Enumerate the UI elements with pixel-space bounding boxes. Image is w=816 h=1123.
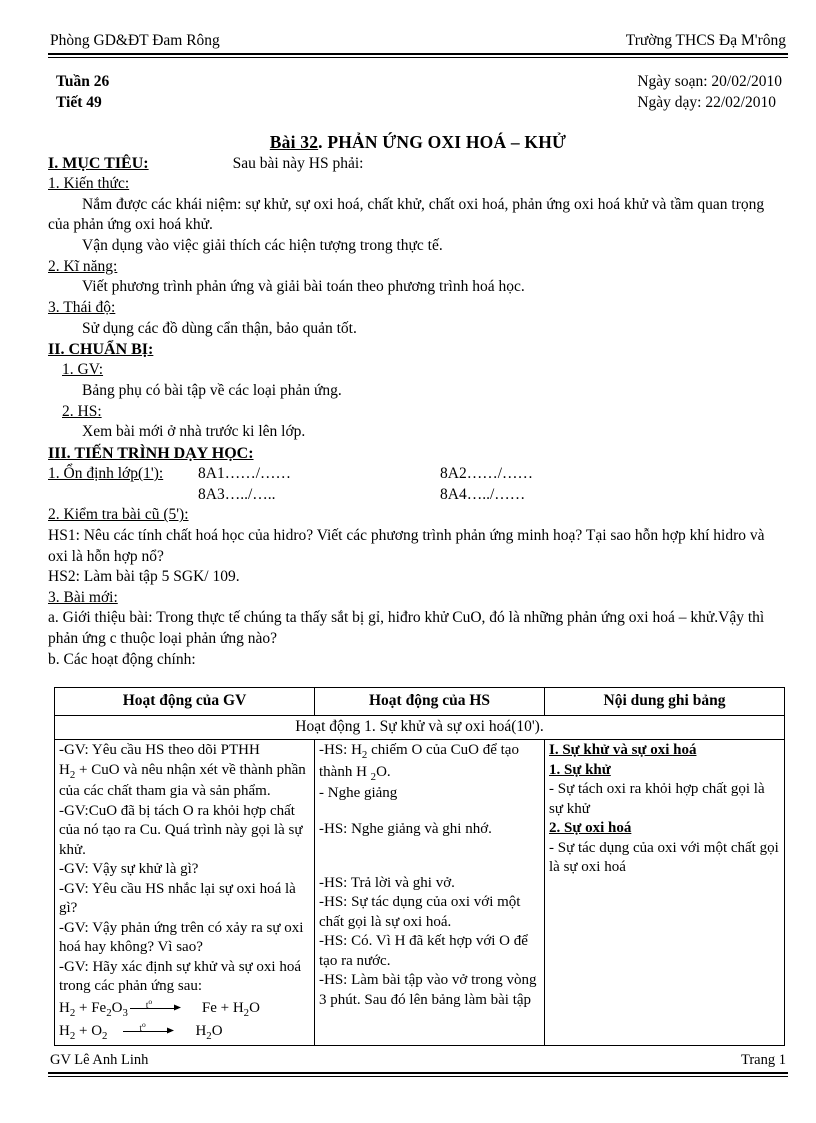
nd-heading-3: 2. Sự oxi hoá bbox=[549, 820, 632, 837]
footer-row bbox=[48, 1052, 788, 1071]
objectives-heading-row bbox=[48, 153, 788, 175]
class-8a3: 8A3…../….. bbox=[198, 485, 276, 503]
meta-date-taught: Ngày dạy: 22/02/2010 bbox=[637, 93, 776, 111]
cell-hs-activities bbox=[315, 740, 545, 1045]
meta-week-period bbox=[48, 72, 109, 114]
page-title bbox=[48, 132, 788, 153]
hs-spacer-3 bbox=[319, 857, 540, 874]
lesson-body bbox=[48, 153, 788, 671]
table-header-row bbox=[55, 688, 785, 716]
stabilize-row-2 bbox=[48, 485, 788, 506]
preparation-heading: II. CHUẨN BỊ: bbox=[48, 341, 154, 359]
skill-text-1: Viết phương trình phản ứng và giải bài toán theo phương trình hoá học. bbox=[82, 278, 525, 296]
class-8a2: 8A2……/…… bbox=[440, 465, 533, 483]
equation-1: $H_2 + Fe_2O_3$ $t^o$ $Fe + H_2O$ bbox=[59, 996, 260, 1019]
cell-board-content bbox=[545, 740, 785, 1045]
hs-spacer-2 bbox=[319, 840, 540, 857]
preparation-hs-heading: 2. HS: bbox=[62, 402, 102, 420]
gv-p1-head: -GV: Yêu cầu HS theo dõi PTHH bbox=[59, 742, 260, 759]
gv-p1-tail: và nêu nhận xét về thành phần của các chất tham gia và sản phẩm. bbox=[59, 761, 306, 800]
class-8a1: 8A1……/…… bbox=[198, 465, 291, 483]
table-col-hs: Hoạt động của HS bbox=[315, 688, 545, 716]
header-divider bbox=[48, 53, 788, 58]
gv-p1-equation-line: $H_2$ + CuO và nêu nhận xét về thành phần của các chất tham gia và sản phẩm. bbox=[59, 761, 306, 800]
table-row bbox=[55, 740, 785, 1045]
hs-p3: -HS: Nghe giảng và ghi nhớ. bbox=[319, 821, 492, 838]
hs-p1: -HS: $H_2$ chiếm O của CuO để tạo thành H $_2$O. bbox=[319, 742, 519, 783]
preparation-gv-text: Bảng phụ có bài tập về các loại phản ứng. bbox=[82, 382, 342, 400]
check-hs2: HS2: Làm bài tập 5 SGK/ 109. bbox=[48, 568, 240, 586]
nd-text-1: - Sự tách oxi ra khỏi hợp chất gọi là sự khử bbox=[549, 781, 765, 817]
objectives-heading: I. MỤC TIÊU: bbox=[48, 154, 149, 172]
gv-p6: -GV: Hãy xác định sự khử và sự oxi hoá trong các phản ứng sau: bbox=[59, 958, 301, 995]
skill-heading: 2. Kĩ năng: bbox=[48, 257, 118, 275]
header-office: Phòng GD&ĐT Đam Rông bbox=[50, 32, 220, 49]
table-col-gv: Hoạt động của GV bbox=[55, 688, 315, 716]
gv-p2: -GV:CuO đã bị tách O ra khỏi hợp chất của nó tạo ra Cu. Quá trình này gọi là sự khử. bbox=[59, 802, 303, 858]
meta-period: Tiết 49 bbox=[56, 93, 102, 111]
activity-banner-row bbox=[55, 716, 785, 740]
hs-p7: -HS: Làm bài tập vào vở trong vòng 3 phút. Sau đó lên bảng làm bài tập bbox=[319, 972, 537, 1008]
meta-week: Tuần 26 bbox=[56, 72, 110, 90]
reaction-arrow-icon: $t^o$ bbox=[123, 1024, 179, 1039]
document-footer bbox=[48, 1052, 788, 1077]
lesson-number: Bài 32 bbox=[269, 131, 319, 152]
check-hs1: HS1: Nêu các tính chất hoá học của hidro? Viết các phương trình phản ứng minh hoạ? Tại sao hỗn hợp khí hidro và oxi là hỗn hợp nổ? bbox=[48, 526, 765, 565]
stabilize-label: 1. Ổn định lớp(1'): bbox=[48, 465, 164, 483]
gv-p4: -GV: Yêu cầu HS nhắc lại sự oxi hoá là gì? bbox=[59, 880, 296, 917]
intro-paragraph-a: a. Giới thiệu bài: Trong thực tế chúng ta thấy sắt bị gỉ, hiđro khử CuO, đó là những phản ứng oxi hoá – khử.Vậy thì phản ứng c thuộc loại phản ứng nào? bbox=[48, 609, 765, 647]
activity-banner: Hoạt động 1. Sự khử và sự oxi hoá(10'). bbox=[55, 716, 785, 740]
header-school: Trường THCS Đạ M'rông bbox=[625, 32, 786, 49]
reaction-arrow-icon: $t^o$ bbox=[130, 1001, 186, 1016]
lesson-meta bbox=[48, 72, 788, 114]
attitude-text-1: Sử dụng các đồ dùng cẩn thận, bảo quản tốt. bbox=[82, 319, 357, 337]
gv-p1 bbox=[59, 741, 310, 761]
hs-p5: -HS: Sự tác dụng của oxi với một chất gọi là sự oxi hoá. bbox=[319, 894, 521, 930]
hs-p4: -HS: Trả lời và ghi vở. bbox=[319, 874, 455, 891]
knowledge-text-1: Nắm được các khái niệm: sự khử, sự oxi hoá, chất khử, chất oxi hoá, phản ứng oxi hoá khử và tầm quan trọng của phản ứng oxi hoá khử. bbox=[48, 195, 765, 234]
attitude-heading: 3. Thái độ: bbox=[48, 298, 116, 316]
meta-date-written: Ngày soạn: 20/02/2010 bbox=[637, 72, 782, 90]
table-col-nd: Nội dung ghi bảng bbox=[545, 688, 785, 716]
footer-teacher: GV Lê Anh Linh bbox=[50, 1052, 149, 1068]
stabilize-label-spacer bbox=[48, 485, 198, 506]
class-8a4: 8A4…../…… bbox=[440, 485, 526, 503]
preparation-hs-text: Xem bài mới ở nhà trước ki lên lớp. bbox=[82, 423, 306, 441]
equation-2: $H_2 + O_2$ $t^o$ $H_2O$ bbox=[59, 1019, 223, 1042]
document-header bbox=[48, 32, 788, 52]
new-lesson-heading: 3. Bài mới: bbox=[48, 588, 118, 606]
nd-heading-2: 1. Sự khử bbox=[549, 761, 611, 778]
footer-page-number: Trang 1 bbox=[741, 1052, 786, 1068]
gv-p3: -GV: Vậy sự khử là gì? bbox=[59, 861, 199, 878]
lesson-name: . PHẢN ỨNG OXI HOÁ – KHỬ bbox=[318, 131, 567, 152]
footer-divider bbox=[48, 1072, 788, 1077]
hs-spacer-1 bbox=[319, 803, 540, 820]
check-heading: 2. Kiểm tra bài cũ (5'): bbox=[48, 506, 189, 524]
knowledge-text-2: Vận dụng vào việc giải thích các hiện tượng trong thực tế. bbox=[82, 237, 443, 255]
process-heading: III. TIẾN TRÌNH DẠY HỌC: bbox=[48, 444, 254, 462]
nd-text-2: - Sự tác dụng của oxi với một chất gọi là sự oxi hoá bbox=[549, 839, 779, 876]
hs-p6: -HS: Có. Vì H đã kết hợp với O để tạo ra nước. bbox=[319, 933, 528, 969]
meta-dates bbox=[637, 72, 788, 114]
page-sheet bbox=[48, 32, 788, 1046]
gv-p5: -GV: Vậy phản ứng trên có xảy ra sự oxi hoá hay không? Vì sao? bbox=[59, 919, 304, 956]
preparation-gv-heading: 1. GV: bbox=[62, 361, 104, 379]
nd-heading-1: I. Sự khử và sự oxi hoá bbox=[549, 742, 697, 759]
objectives-heading-note: Sau bài này HS phải: bbox=[232, 154, 364, 172]
activities-table bbox=[54, 687, 785, 1045]
cell-gv-activities bbox=[55, 740, 315, 1045]
knowledge-heading: 1. Kiến thức: bbox=[48, 175, 130, 193]
hs-p2: - Nghe giảng bbox=[319, 784, 398, 801]
intro-paragraph-b: b. Các hoạt động chính: bbox=[48, 650, 196, 668]
stabilize-row-1 bbox=[48, 464, 788, 485]
